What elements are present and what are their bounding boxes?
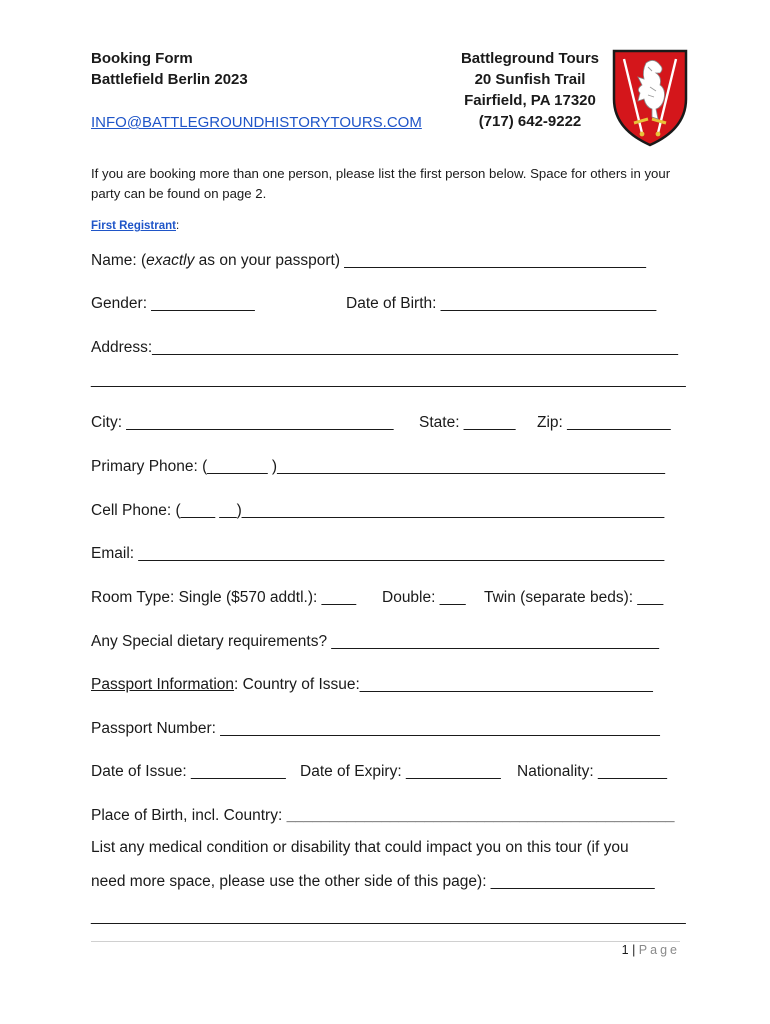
gender-field[interactable]: Gender: ____________: [91, 295, 255, 312]
country-of-issue-label: : Country of Issue:__________________________________: [234, 676, 653, 693]
page-label: Page: [638, 943, 680, 957]
date-of-birth-field[interactable]: Date of Birth: _________________________: [346, 295, 657, 312]
passport-country-field[interactable]: [91, 675, 653, 695]
company-address-block: [430, 48, 630, 132]
address-field-line2[interactable]: _____________________________________________________________________: [91, 371, 686, 388]
contact-email-link[interactable]: INFO@BATTLEGROUNDHISTORYTOURS.COM: [91, 114, 422, 131]
company-name: Battleground Tours: [460, 50, 600, 67]
first-registrant-heading: [91, 220, 179, 232]
name-label-start: Name: (: [91, 252, 147, 269]
place-of-birth-field[interactable]: [91, 806, 674, 826]
crest-logo: [612, 47, 688, 147]
address-field-line1[interactable]: Address:_____________________________________________________________: [91, 339, 679, 356]
first-registrant-colon: :: [176, 220, 180, 232]
header-left: [91, 48, 248, 90]
room-type-double-field[interactable]: Double: ___: [382, 589, 466, 606]
form-title: Booking Form: [91, 50, 193, 67]
dietary-requirements-field[interactable]: Any Special dietary requirements? ______________________________________: [91, 633, 659, 650]
date-of-issue-field[interactable]: Date of Issue: ___________: [91, 763, 286, 780]
passport-information-label: Passport Information: [91, 676, 235, 693]
date-of-expiry-field[interactable]: Date of Expiry: ___________: [300, 763, 501, 780]
passport-number-field[interactable]: Passport Number: ___________________________________________________: [91, 720, 660, 737]
email-field[interactable]: Email: _____________________________________________________________: [91, 545, 665, 562]
medical-condition-field-line2[interactable]: _____________________________________________________________________: [91, 908, 686, 925]
intro-text: If you are booking more than one person, please list the first person below. Space for others in your party can be found on page 2.: [91, 166, 671, 201]
place-of-birth-blank: _____________________________________________: [286, 807, 675, 824]
place-of-birth-label: Place of Birth, incl. Country:: [91, 807, 287, 824]
name-field[interactable]: [91, 251, 646, 271]
room-type-single-field[interactable]: Room Type: Single ($570 addtl.): ____: [91, 589, 357, 606]
company-street: 20 Sunfish Trail: [474, 71, 586, 88]
tour-name: Battlefield Berlin 2023: [91, 71, 248, 88]
page-footer: [570, 943, 680, 957]
primary-phone-field[interactable]: Primary Phone: (_______ )_____________________________________________: [91, 458, 666, 475]
room-type-twin-field[interactable]: Twin (separate beds): ___: [484, 589, 664, 606]
city-field[interactable]: City: _______________________________: [91, 414, 394, 431]
company-phone: (717) 642-9222: [478, 113, 582, 130]
company-city-state: Fairfield, PA 17320: [464, 92, 596, 109]
zip-field[interactable]: Zip: ____________: [537, 414, 671, 431]
page-separator: |: [628, 943, 639, 957]
state-field[interactable]: State: ______: [419, 414, 516, 431]
medical-condition-prompt-line1: List any medical condition or disability that could impact you on this tour (if you: [91, 839, 629, 856]
first-registrant-link[interactable]: First Registrant: [91, 220, 176, 232]
footer-divider: [91, 941, 680, 942]
cell-phone-field[interactable]: Cell Phone: (____ __)_________________________________________________: [91, 502, 665, 519]
nationality-field[interactable]: Nationality: ________: [517, 763, 667, 780]
page-number: 1: [621, 943, 629, 957]
name-label-emphasis: exactly: [146, 252, 195, 269]
medical-condition-field-line1[interactable]: need more space, please use the other side of this page): ___________________: [91, 873, 655, 890]
name-label-end: as on your passport) ___________________________________: [194, 252, 646, 269]
